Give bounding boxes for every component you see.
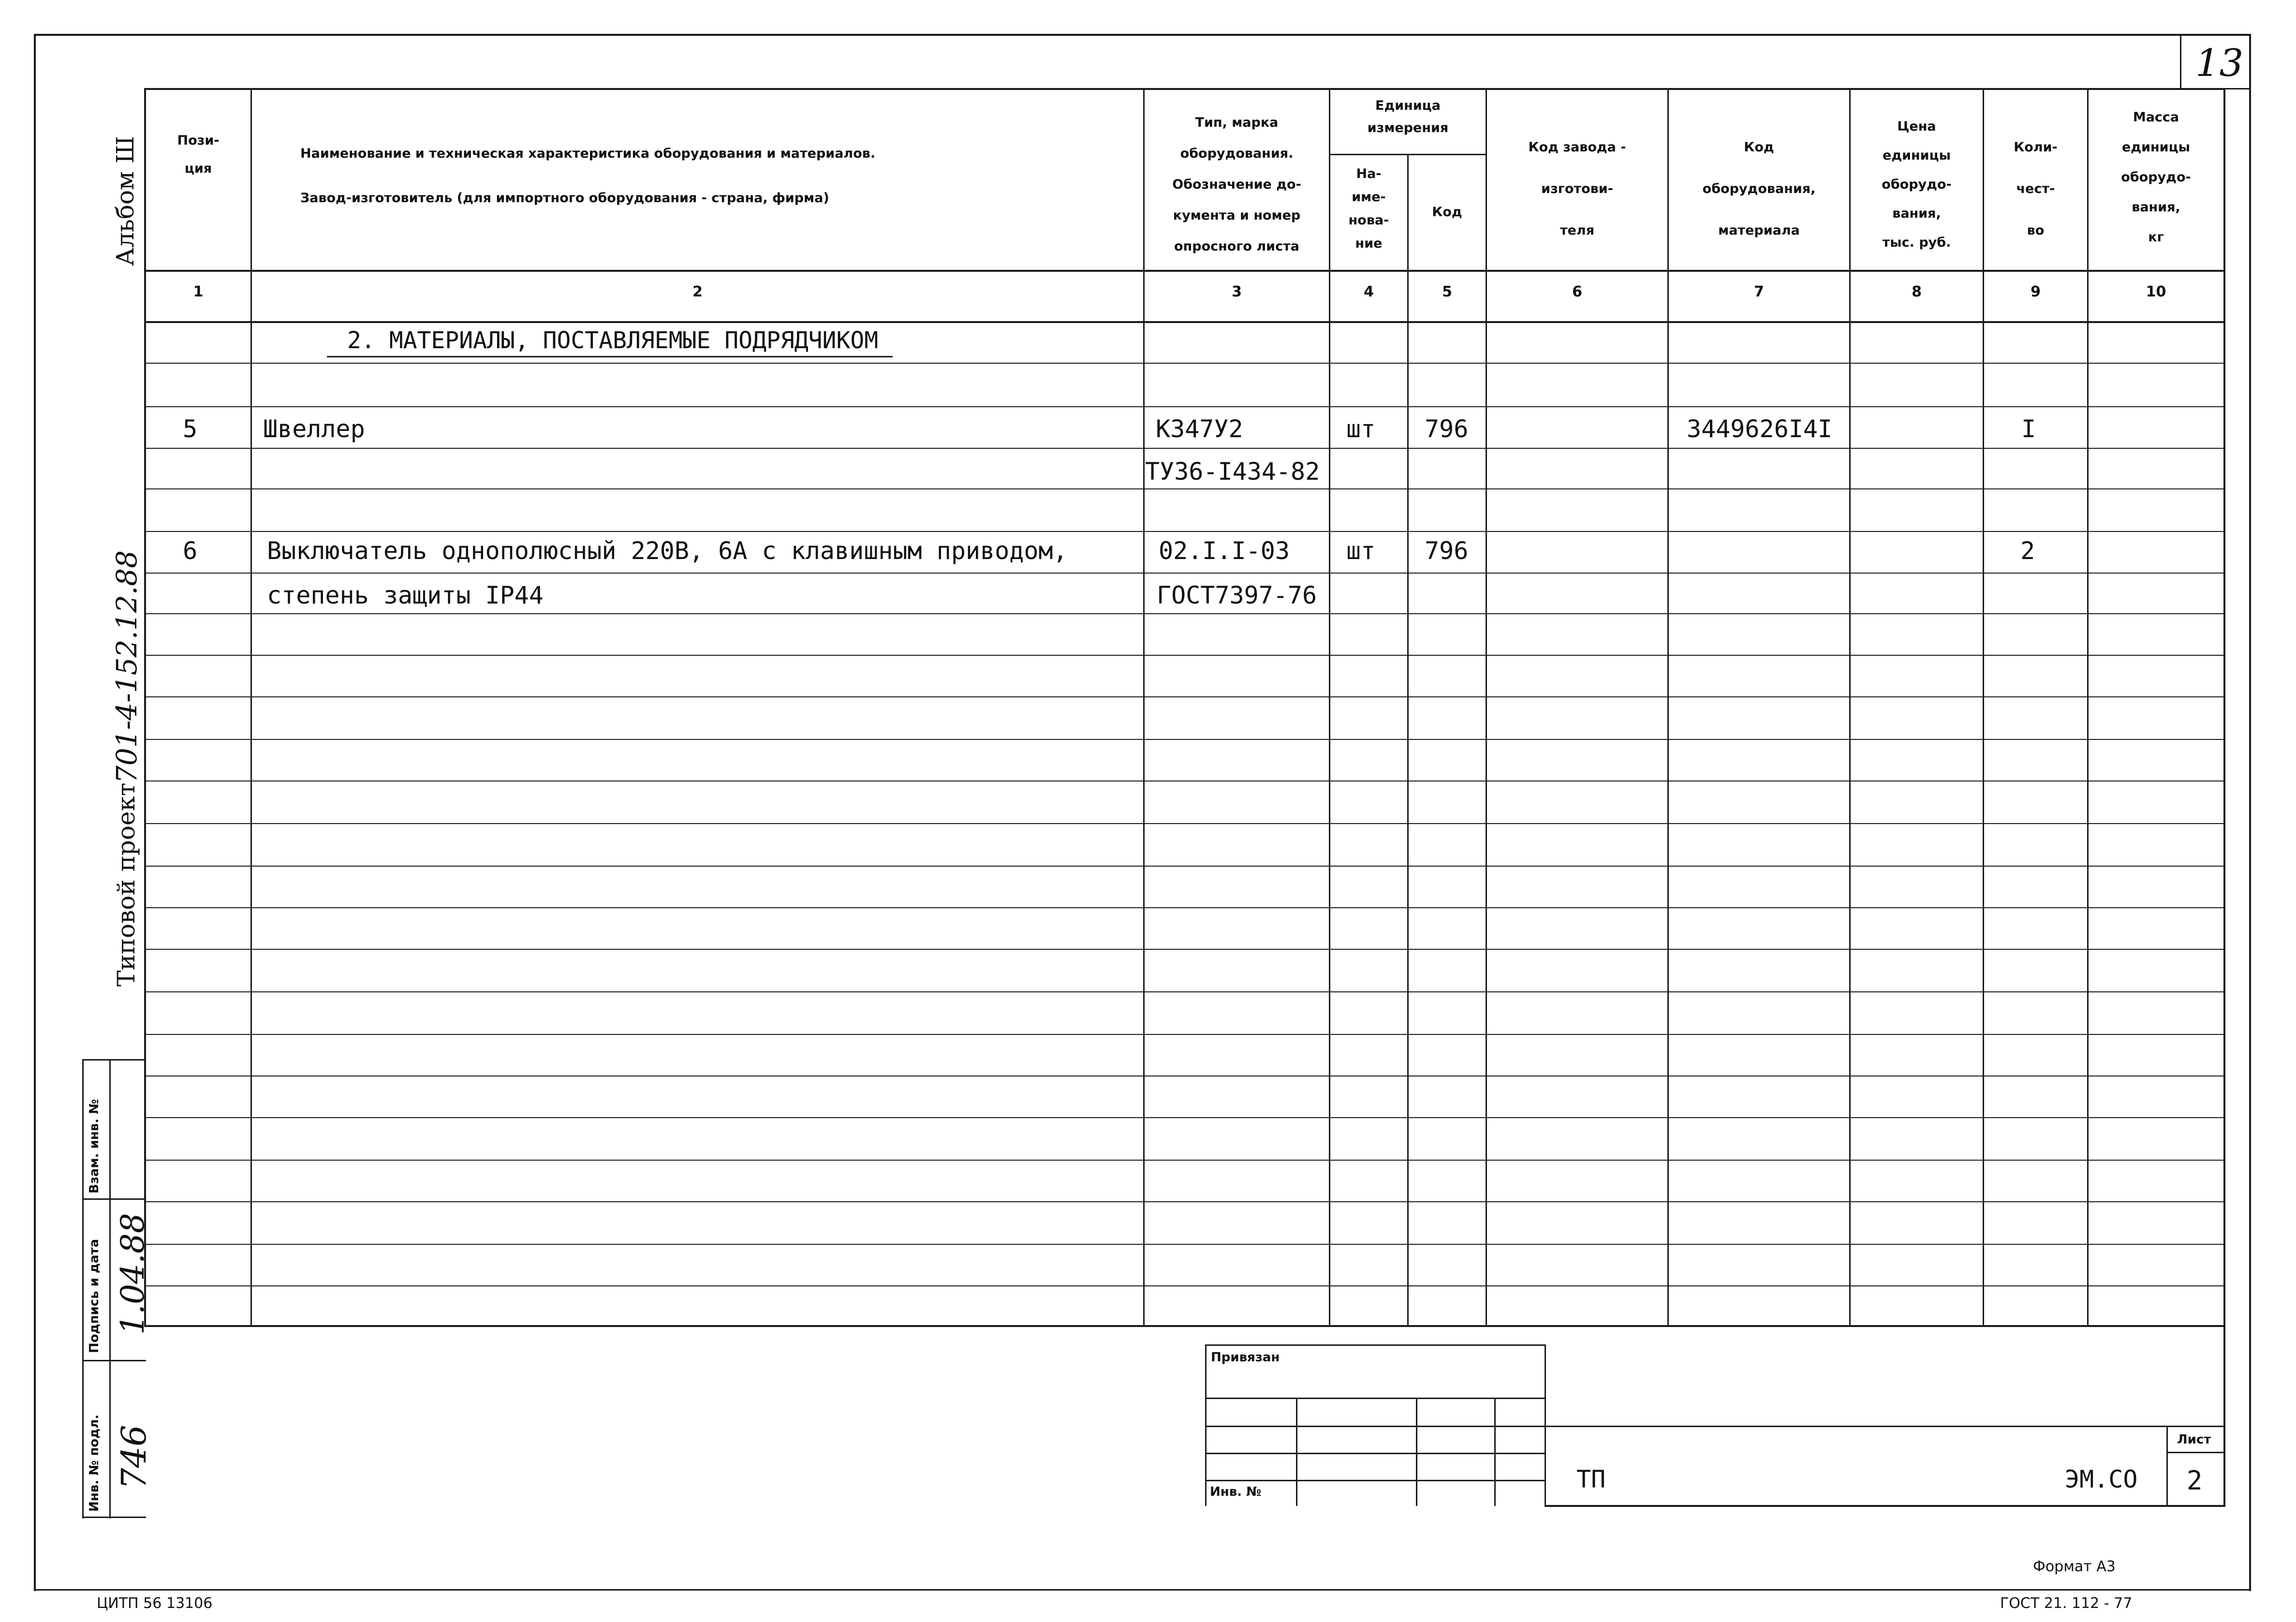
table-bottom [144,1325,2225,1327]
stamp-block-top [1205,1344,1545,1346]
row-4-type: ГОСТ7397-76 [1157,581,1317,609]
side-stamp-replace-label: Взам. инв. № [87,1099,102,1194]
stamp-block-col-3 [1494,1398,1496,1506]
row-rule [146,1201,2223,1202]
section-title: 2. МАТЕРИАЛЫ, ПОСТАВЛЯЕМЫЕ ПОДРЯДЧИКОМ [347,327,879,354]
side-stamp-mid [109,1059,111,1519]
frame-top [34,34,2251,36]
side-stamp-top [82,1059,146,1061]
sheet-box-left [2166,1426,2168,1507]
col-number-3: 3 [1232,283,1242,300]
table-right [2223,88,2225,1507]
side-stamp-left [82,1059,84,1519]
row-2-type: ТУ36-I434-82 [1145,457,1320,486]
title-block-bottom [1545,1505,2225,1507]
doc-prefix: ТП [1576,1465,1606,1493]
row-rule [146,696,2223,697]
unit-group-header: Единица измерения [1367,98,1449,135]
col-number-5: 5 [1442,283,1452,300]
col-number-2: 2 [692,283,703,300]
row-rule [146,1285,2223,1286]
col-header-2: Наименование и техническая характеристика оборудования и материалов. Завод-изготовитель (для импортного оборудования - страна, фирма) [300,146,876,206]
row-1-quantity: I [2021,415,2036,443]
col-sep-6 [1667,88,1669,1326]
side-stamp-inv-value: 746 [114,1425,154,1489]
row-rule [146,448,2223,449]
frame-bottom [34,1589,2251,1591]
col-header-8: Цена единицы оборудо- вания, тыс. руб. [1882,119,1952,250]
sheet-label: Лист [2177,1432,2211,1447]
row-rule [146,406,2223,407]
col-header-7: Код оборудования, материала [1702,140,1816,238]
col-sep-1 [250,88,252,1326]
col-header-3: Тип, марка оборудования. Обозначение до- кумента и номер опросного листа [1172,115,1301,254]
col-number-9: 9 [2031,283,2041,300]
header-bottom-line [144,270,2225,272]
row-rule [146,1160,2223,1161]
row-rule [146,531,2223,532]
stamp-block-col-2 [1416,1398,1417,1506]
stamp-block-right [1545,1344,1546,1506]
sheet-mark-box-left [2180,36,2181,89]
table-left [144,88,146,1327]
col-number-1: 1 [193,283,204,300]
col-header-6: Код завода - изготови- теля [1528,140,1626,238]
row-3-quantity: 2 [2020,537,2035,565]
table-top [144,88,2225,90]
row-rule [146,739,2223,740]
row-3-position: 6 [183,537,198,565]
footer-left-partial: ЦИТП 56 13106 [97,1595,213,1612]
frame-right [2249,34,2251,1591]
row-rule [146,907,2223,908]
row-3-type: 02.I.I-03 [1159,537,1290,565]
sheet-box-divider [2166,1452,2225,1453]
row-rule [146,573,2223,574]
col-header-10: Масса единицы оборудо- вания, кг [2121,110,2191,245]
col-number-6: 6 [1572,283,1582,300]
row-3-unit-code: 796 [1425,537,1469,565]
col-header-5: Код [1432,205,1462,220]
col-number-10: 10 [2146,283,2166,300]
format-label: Формат А3 [2033,1558,2116,1575]
col-sep-8 [1983,88,1984,1326]
frame-left [34,34,36,1591]
col-number-4: 4 [1364,283,1374,300]
col-header-9: Коли- чест- во [2014,140,2058,238]
stamp-attached-label: Привязан [1211,1350,1280,1365]
side-stamp-sep-2 [82,1360,146,1361]
row-1-position: 5 [183,415,198,443]
col-header-1: Пози- ция [177,133,220,176]
side-stamp-inv-label: Инв. № подл. [87,1414,102,1512]
row-1-type: К347У2 [1156,415,1243,443]
stamp-inv-label: Инв. № [1210,1485,1262,1499]
col-sep-7 [1849,88,1851,1326]
side-stamp-sign-label: Подпись и дата [87,1239,102,1353]
row-rule [146,1244,2223,1245]
title-block-top [1545,1426,2225,1427]
col-number-7: 7 [1754,283,1764,300]
row-rule [146,823,2223,824]
number-row-bottom-line [144,321,2225,323]
col-sep-2 [1143,88,1145,1326]
project-label: Типовой проект [112,782,140,987]
row-rule [146,655,2223,656]
col-sep-5 [1486,88,1487,1326]
row-rule [146,991,2223,992]
side-stamp-bottom [82,1517,146,1518]
row-1-unit: шт [1346,415,1376,443]
stamp-block-left [1205,1344,1207,1506]
sheet-mark: 13 [2195,42,2244,85]
unit-group-divider [1329,154,1487,155]
col-number-8: 8 [1912,283,1922,300]
col-sep-9 [2087,88,2089,1326]
side-stamp-sep-1 [82,1198,146,1200]
row-rule [146,613,2223,614]
row-3-unit: шт [1346,537,1376,565]
side-stamp-sign-value: 1.04.88 [114,1213,151,1335]
footer-right-partial: ГОСТ 21. 112 - 77 [2000,1595,2133,1612]
section-title-underline [327,356,893,357]
project-number: 701-4-152.12.88 [110,550,143,783]
row-3-name: Выключатель однополюсный 220В, 6А с клавишным приводом, [267,537,1068,565]
col-header-4: На- име- нова- ние [1348,166,1389,251]
sheet-number: 2 [2187,1465,2203,1496]
row-1-unit-code: 796 [1425,415,1469,443]
row-rule [146,866,2223,867]
col-sep-4 [1407,154,1409,1326]
stamp-block-col-1 [1296,1398,1297,1506]
col-sep-3 [1329,88,1330,1326]
row-rule [146,781,2223,782]
row-rule [146,1034,2223,1035]
row-rule [146,1117,2223,1118]
row-4-name: степень защиты IP44 [267,581,544,609]
row-1-equipment-code: 3449626I4I [1687,415,1833,443]
row-rule [146,363,2223,364]
album-label: Альбом Ш [111,136,139,266]
doc-code: ЭМ.СО [2065,1465,2138,1493]
row-1-name: Швеллер [263,415,365,443]
row-rule [146,949,2223,950]
row-rule [146,488,2223,489]
